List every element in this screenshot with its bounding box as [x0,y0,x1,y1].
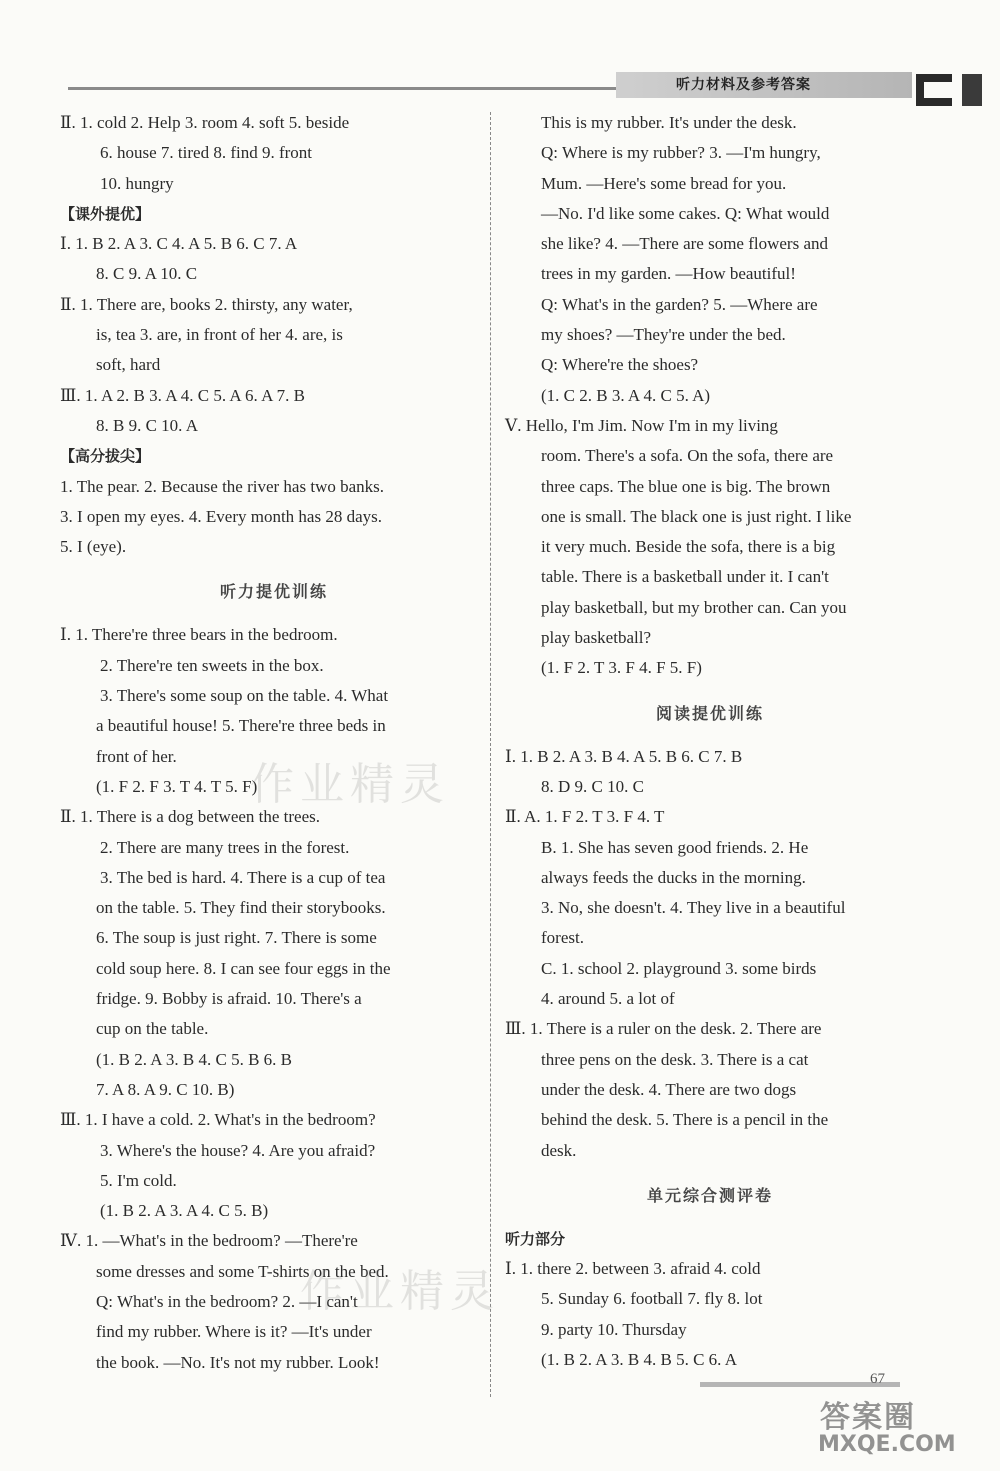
answer-line: behind the desk. 5. There is a pencil in the [541,1110,829,1130]
section-label: 听力部分 [505,1229,566,1248]
answer-line: This is my rubber. It's under the desk. [541,113,797,132]
header-bar-icon [962,74,982,106]
answer-line: she like? 4. —There are some flowers and [541,234,828,254]
answer-line: (1. F 2. F 3. T 4. T 5. F) [96,776,258,796]
answer-line: trees in my garden. —How beautiful! [541,264,796,284]
site-logo-watermark: 答案圈 [820,1400,916,1435]
answer-line: 2. There are many trees in the forest. [100,837,350,857]
answer-line: always feeds the ducks in the morning. [541,867,806,887]
answer-line: 4. around 5. a lot of [541,989,675,1009]
answer-line: desk. [541,1140,577,1160]
answer-line: 2. There're ten sweets in the box. [100,655,324,675]
answer-line: (1. C 2. B 3. A 4. C 5. A) [541,385,711,405]
answer-line: 6. The soup is just right. 7. There is some [96,928,377,948]
answer-line: find my rubber. Where is it? —It's under [96,1322,372,1342]
answer-line: under the desk. 4. There are two dogs [541,1079,797,1099]
answer-line: 7. A 8. A 9. C 10. B) [96,1079,235,1099]
answer-line: —No. I'd like some cakes. Q: What would [541,203,830,223]
answer-line: play basketball? [541,628,651,648]
answer-line: Q: What's in the bedroom? 2. —I can't [96,1291,358,1311]
section-heading: 单元综合测评卷 [646,1185,773,1205]
answer-line: 8. D 9. C 10. C [541,776,644,796]
answer-line: a beautiful house! 5. There're three beds in [96,716,386,736]
header-block-icon [916,74,952,106]
answer-line: Q: What's in the garden? 5. —Where are [541,294,818,314]
answer-line: 5. I'm cold. [100,1170,177,1190]
answer-line: Ⅰ. 1. B 2. A 3. B 4. A 5. B 6. C 7. B [505,746,743,766]
answer-line: Ⅰ. 1. there 2. between 3. afraid 4. cold [505,1259,761,1279]
answer-line: my shoes? —They're under the bed. [541,325,786,345]
page-header [0,0,1000,110]
section-label: 【课外提优】 [60,204,151,223]
answer-line: Q: Where is my rubber? 3. —I'm hungry, [541,143,821,163]
answer-line: soft, hard [96,355,161,375]
answer-line: 3. Where's the house? 4. Are you afraid? [100,1140,376,1160]
answer-line: Ⅰ. 1. There're three bears in the bedroom. [60,625,338,645]
answer-line: the book. —No. It's not my rubber. Look! [96,1352,380,1372]
answer-line: 1. The pear. 2. Because the river has two banks. [60,476,385,496]
answer-line: play basketball, but my brother can. Can you [541,597,847,617]
answer-line: B. 1. She has seven good friends. 2. He [541,837,809,857]
answer-line: Ⅲ. 1. There is a ruler on the desk. 2. There are [505,1019,822,1039]
answer-line: three pens on the desk. 3. There is a cat [541,1049,809,1069]
answer-line: table. There is a basketball under it. I can't [541,567,829,587]
answer-line: Ⅳ. 1. —What's in the bedroom? —There're [60,1231,358,1251]
answer-line: Q: Where're the shoes? [541,355,699,375]
answer-line: forest. [541,928,584,948]
section-label: 【高分拔尖】 [60,447,151,466]
answer-line: 8. C 9. A 10. C [96,264,198,284]
answer-line: Ⅲ. 1. I have a cold. 2. What's in the bedroom? [60,1110,376,1130]
answer-line: is, tea 3. are, in front of her 4. are, is [96,325,343,345]
answer-line: (1. B 2. A 3. A 4. C 5. B) [100,1201,269,1221]
answer-line: cup on the table. [96,1019,209,1039]
answer-line: (1. B 2. A 3. B 4. C 5. B 6. B [96,1049,293,1069]
answer-line: 9. party 10. Thursday [541,1319,687,1339]
header-rule [68,87,616,90]
answer-line: 3. The bed is hard. 4. There is a cup of tea [100,867,386,887]
column-divider [490,112,491,1397]
answer-line: 5. I (eye). [60,537,127,557]
answer-line: it very much. Beside the sofa, there is a big [541,537,836,557]
answer-line: fridge. 9. Bobby is afraid. 10. There's a [96,989,362,1009]
answer-line: 3. No, she doesn't. 4. They live in a beautiful [541,898,846,918]
answer-line: some dresses and some T-shirts on the bed. [96,1261,389,1281]
answer-line: 3. I open my eyes. 4. Every month has 28 days. [60,506,382,526]
answer-line: Ⅱ. 1. There is a dog between the trees. [60,807,321,827]
section-heading: 阅读提优训练 [655,703,764,723]
right-column [505,108,915,1375]
answer-line: C. 1. school 2. playground 3. some birds [541,958,817,978]
answer-line: 8. B 9. C 10. A [96,415,199,435]
answer-line: room. There's a sofa. On the sofa, there are [541,446,834,466]
section-heading: 听力提优训练 [219,582,328,602]
answer-line: 10. hungry [100,173,174,193]
answer-line: Ⅲ. 1. A 2. B 3. A 4. C 5. A 6. A 7. B [60,385,306,405]
answer-line: (1. B 2. A 3. B 4. B 5. C 6. A [541,1349,738,1369]
answer-line: on the table. 5. They find their storybooks. [96,898,386,918]
answer-line: one is small. The black one is just right. I like [541,506,852,526]
answer-line: front of her. [96,746,177,766]
answer-line: Ⅱ. A. 1. F 2. T 3. F 4. T [505,807,665,827]
answer-line: (1. F 2. T 3. F 4. F 5. F) [541,658,702,678]
answer-line: Ⅰ. 1. B 2. A 3. C 4. A 5. B 6. C 7. A [60,234,298,254]
left-column [60,108,488,1378]
answer-line: Ⅴ. Hello, I'm Jim. Now I'm in my living [505,415,778,435]
answer-line: Ⅱ. 1. There are, books 2. thirsty, any water, [60,294,353,314]
answer-line: Ⅱ. 1. cold 2. Help 3. room 4. soft 5. beside [60,113,350,132]
site-url-watermark: MXQE.COM [818,1432,956,1457]
header-title: 听力材料及参考答案 [676,77,811,93]
answer-line: cold soup here. 8. I can see four eggs in the [96,958,391,978]
answer-line: 6. house 7. tired 8. find 9. front [100,143,312,163]
answer-line: three caps. The blue one is big. The brown [541,476,831,496]
answer-line: Mum. —Here's some bread for you. [541,173,787,193]
answer-line: 5. Sunday 6. football 7. fly 8. lot [541,1289,763,1309]
answer-line: 3. There's some soup on the table. 4. What [100,686,389,706]
page-number: 67 [870,1371,885,1387]
watermark-text: 作业精灵 [250,759,450,810]
watermark-text: 作业精灵 [300,1266,500,1317]
